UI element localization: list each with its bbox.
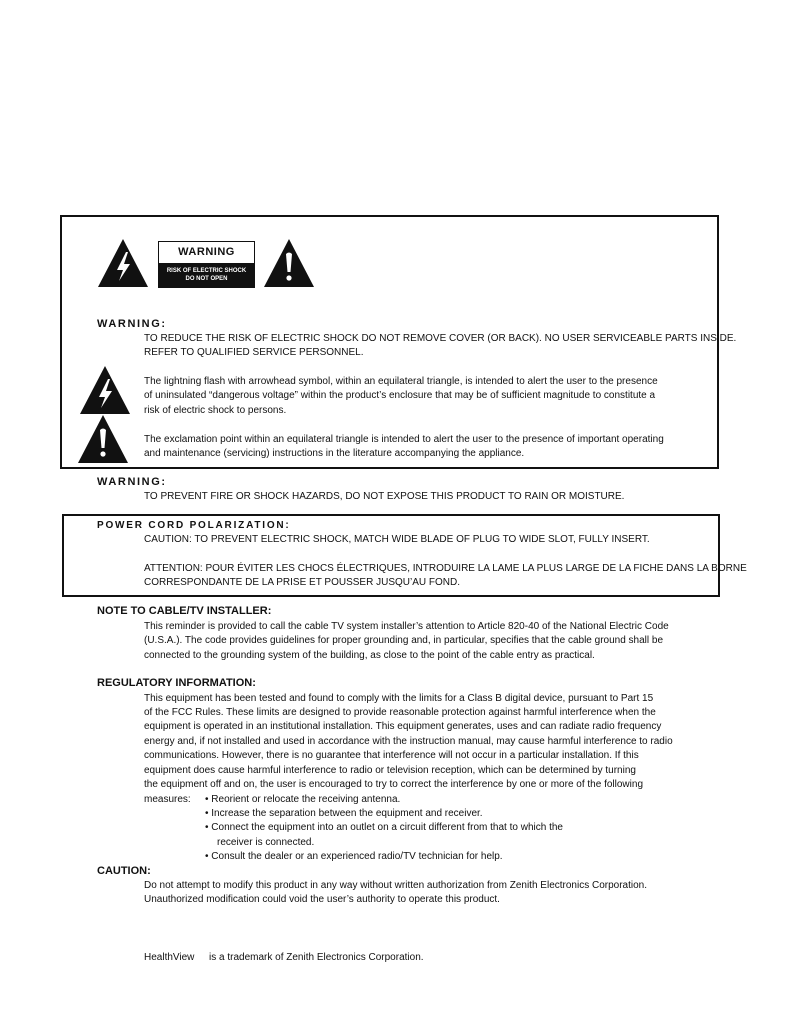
regulatory-line: equipment is operated in an institutional installation. This equipment generates, uses and can radiate radio frequency xyxy=(144,721,662,732)
lightning-triangle-icon xyxy=(97,238,149,288)
cable-installer-line: connected to the grounding system of the building, as close to the point of the cable entry as practical. xyxy=(144,650,595,661)
measure-bullet: • Reorient or relocate the receiving antenna. xyxy=(205,794,401,805)
lightning-triangle-icon xyxy=(79,365,131,415)
warning-heading: WARNING: xyxy=(97,318,167,330)
measure-text: Reorient or relocate the receiving antenna. xyxy=(211,794,401,805)
exclamation-triangle-icon xyxy=(263,238,315,288)
trademark-text: is a trademark of Zenith Electronics Corporation. xyxy=(209,952,424,963)
measure-text: Increase the separation between the equipment and receiver. xyxy=(211,808,483,819)
cable-installer-line: This reminder is provided to call the cable TV system installer’s attention to Article 820-40 of the National Electric Code xyxy=(144,621,669,632)
polarization-attention-line: ATTENTION: POUR ÉVITER LES CHOCS ÉLECTRIQUES, INTRODUIRE LA LAME LA PLUS LARGE DE LA FICHE DANS LA BORNE xyxy=(144,563,747,574)
exclamation-triangle-icon xyxy=(77,414,129,464)
measure-bullet: • Connect the equipment into an outlet on a circuit different from that to which the xyxy=(205,822,563,833)
measures-label: measures: xyxy=(144,794,191,805)
label-caption xyxy=(159,263,254,287)
lightning-description-line: of uninsulated “dangerous voltage” within the product’s enclosure that may be of sufficient magnitude to constitute a xyxy=(144,390,656,401)
regulatory-line: This equipment has been tested and found to comply with the limits for a Class B digital device, pursuant to Part 15 xyxy=(144,693,654,704)
label-line-2: DO NOT OPEN xyxy=(185,276,228,282)
measure-continuation: receiver is connected. xyxy=(217,837,315,848)
regulatory-heading: REGULATORY INFORMATION: xyxy=(97,677,256,689)
lightning-description-line: risk of electric shock to persons. xyxy=(144,405,287,416)
lightning-description-line: The lightning flash with arrowhead symbol, within an equilateral triangle, is intended to alert the user to the presence xyxy=(144,376,658,387)
measure-bullet: • Increase the separation between the equipment and receiver. xyxy=(205,808,483,819)
regulatory-line: communications. However, there is no guarantee that interference will not occur in a particular installation. If this xyxy=(144,750,639,761)
measure-text: Consult the dealer or an experienced radio/TV technician for help. xyxy=(211,851,503,862)
cable-installer-line: (U.S.A.). The code provides guidelines for proper grounding and, in particular, specifies that the cable ground shall be xyxy=(144,635,664,646)
exclamation-description-line: and maintenance (servicing) instructions in the literature accompanying the appliance. xyxy=(144,448,525,459)
warning-line: REFER TO QUALIFIED SERVICE PERSONNEL. xyxy=(144,347,364,358)
label-line-1: RISK OF ELECTRIC SHOCK xyxy=(166,268,247,274)
shock-warning-label xyxy=(158,241,255,288)
cable-installer-heading: NOTE TO CABLE/TV INSTALLER: xyxy=(97,605,272,617)
measure-bullet: • Consult the dealer or an experienced radio/TV technician for help. xyxy=(205,851,503,862)
label-title: WARNING xyxy=(178,246,235,258)
regulatory-line: of the FCC Rules. These limits are designed to provide reasonable protection against harmful interference when the xyxy=(144,707,656,718)
warning-line: TO REDUCE THE RISK OF ELECTRIC SHOCK DO NOT REMOVE COVER (OR BACK). NO USER SERVICEABLE PARTS INSIDE. xyxy=(144,333,737,344)
polarization-heading: POWER CORD POLARIZATION: xyxy=(97,520,291,531)
warning-heading: WARNING: xyxy=(97,476,167,488)
trademark-brand: HealthView xyxy=(144,952,195,963)
regulatory-line: energy and, if not installed and used in accordance with the instruction manual, may cause harmful interference to radio xyxy=(144,736,673,747)
caution-line: Unauthorized modification could void the user’s authority to operate this product. xyxy=(144,894,500,905)
polarization-caution: CAUTION: TO PREVENT ELECTRIC SHOCK, MATCH WIDE BLADE OF PLUG TO WIDE SLOT, FULLY INSERT. xyxy=(144,534,650,545)
exclamation-description-line: The exclamation point within an equilateral triangle is intended to alert the user to the presence of important operating xyxy=(144,434,664,445)
regulatory-line: equipment does cause harmful interference to radio or television reception, which can be determined by turning xyxy=(144,765,636,776)
caution-line: Do not attempt to modify this product in any way without written authorization from Zenith Electronics Corporation. xyxy=(144,880,648,891)
regulatory-line: the equipment off and on, the user is encouraged to try to correct the interference by one or more of the following xyxy=(144,779,643,790)
polarization-attention-line: CORRESPONDANTE DE LA PRISE ET POUSSER JUSQU’AU FOND. xyxy=(144,577,460,588)
caution-heading: CAUTION: xyxy=(97,865,151,877)
measure-text: Connect the equipment into an outlet on a circuit different from that to which the xyxy=(211,822,563,833)
warning-line: TO PREVENT FIRE OR SHOCK HAZARDS, DO NOT EXPOSE THIS PRODUCT TO RAIN OR MOISTURE. xyxy=(144,491,625,502)
